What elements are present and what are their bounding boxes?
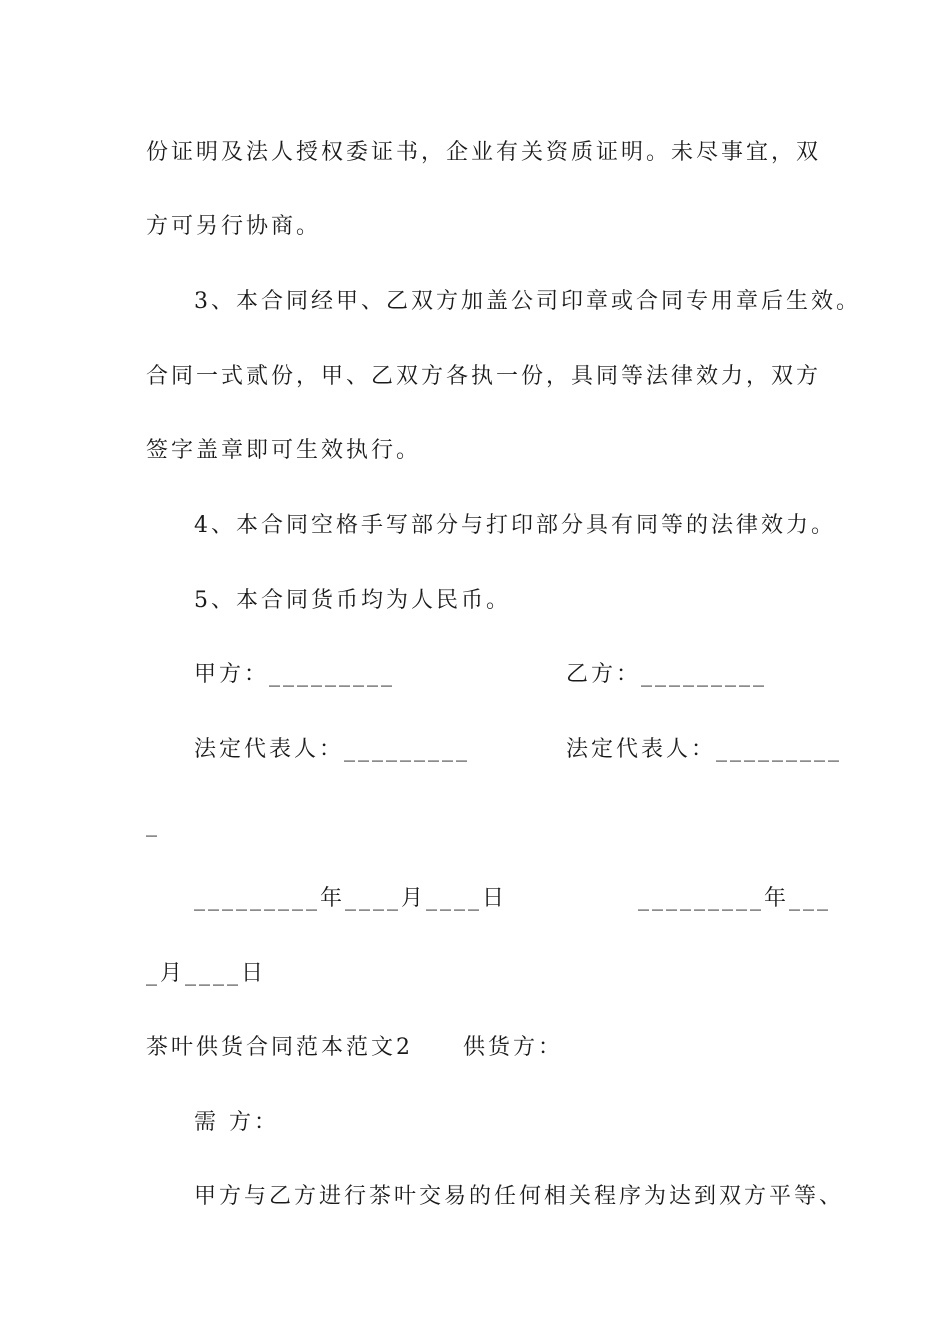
paragraph-line: 签字盖章即可生效执行。 [146,438,422,463]
clause-4: 4、本合同空格手写部分与打印部分具有同等的法律效力。 [194,513,836,538]
legal-rep-a: 法定代表人：_________ [194,737,471,762]
legal-rep-b-wrap: _ [146,812,160,837]
date-b: _________年___ [638,886,832,911]
paragraph-line: 份证明及法人授权委证书，企业有关资质证明。未尽事宜，双 [146,140,822,165]
legal-rep-b: 法定代表人：_________ [566,737,843,762]
clause-3: 3、本合同经甲、乙双方加盖公司印章或合同专用章后生效。 [194,289,861,314]
date-a: _________年____月____日 [194,886,508,911]
buyer-label: 需 方： [194,1110,279,1135]
date-b-wrap: _月____日 [146,961,267,986]
paragraph-line: 方可另行协商。 [146,214,322,239]
contract-2-title: 茶叶供货合同范本范文2 供货方： [146,1035,563,1060]
contract-2-intro: 甲方与乙方进行茶叶交易的任何相关程序为达到双方平等、 [194,1184,845,1209]
paragraph-line: 合同一式贰份，甲、乙双方各执一份，具同等法律效力，双方 [146,364,822,389]
clause-5: 5、本合同货币均为人民币。 [194,588,511,613]
party-b-signature: 乙方：_________ [566,662,768,687]
party-a-signature: 甲方：_________ [194,662,396,687]
